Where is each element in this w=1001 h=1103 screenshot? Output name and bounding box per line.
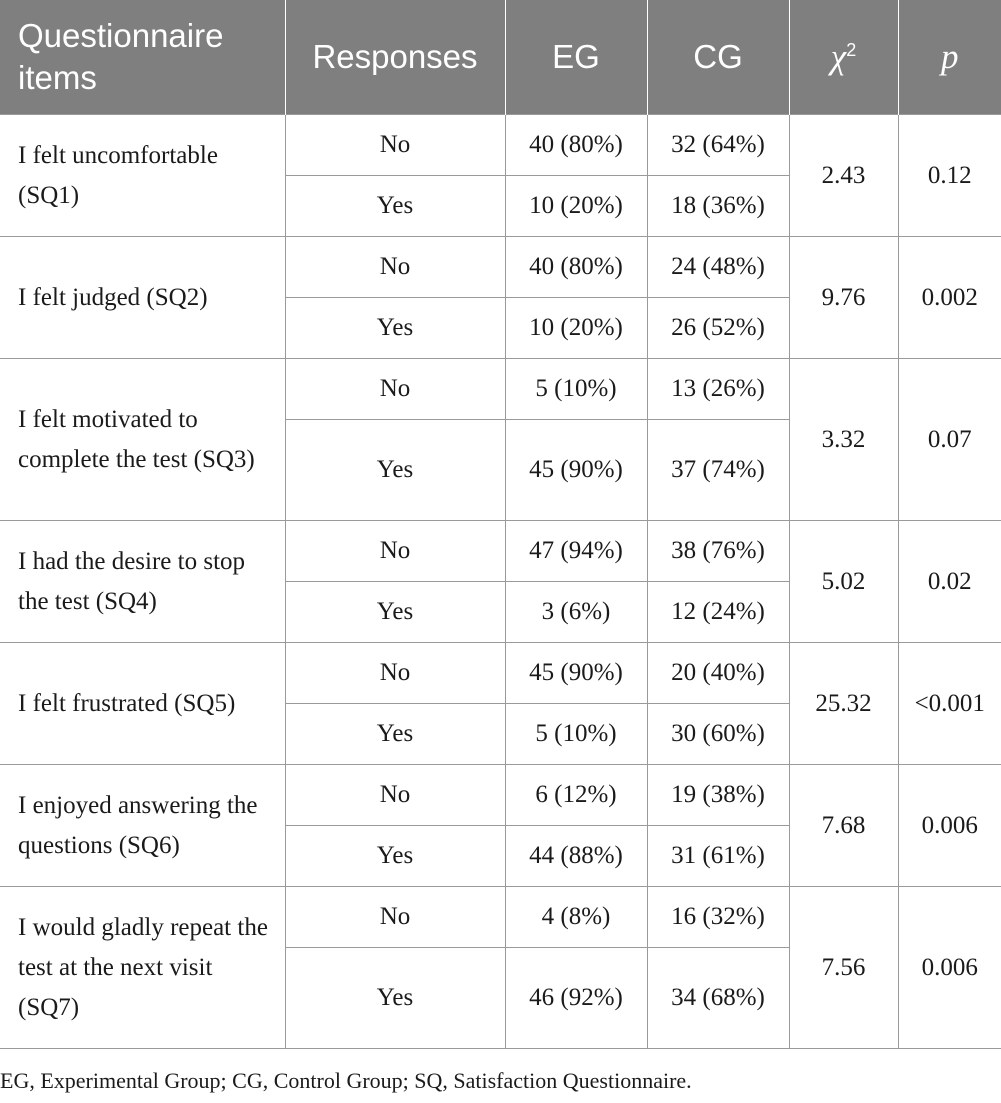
- header-responses: Responses: [285, 0, 505, 115]
- eg-value: 6 (12%): [505, 765, 647, 826]
- table-row-sq1-no: [0, 115, 1001, 176]
- p-value: 0.006: [898, 765, 1001, 887]
- chi-square-value: 25.32: [789, 643, 898, 765]
- table-row-sq2-no: [0, 237, 1001, 298]
- p-value: 0.12: [898, 115, 1001, 237]
- response-label: Yes: [285, 704, 505, 765]
- table-row-sq6-no: [0, 765, 1001, 826]
- cg-value: 38 (76%): [647, 521, 789, 582]
- p-value: <0.001: [898, 643, 1001, 765]
- p-value: 0.002: [898, 237, 1001, 359]
- cg-value: 16 (32%): [647, 887, 789, 948]
- chi-symbol: χ: [830, 37, 847, 76]
- response-label: Yes: [285, 298, 505, 359]
- eg-value: 5 (10%): [505, 359, 647, 420]
- cg-value: 19 (38%): [647, 765, 789, 826]
- cg-value: 12 (24%): [647, 582, 789, 643]
- response-label: Yes: [285, 582, 505, 643]
- response-label: No: [285, 887, 505, 948]
- cg-value: 31 (61%): [647, 826, 789, 887]
- response-label: Yes: [285, 420, 505, 521]
- eg-value: 46 (92%): [505, 948, 647, 1049]
- header-row: [0, 0, 1001, 115]
- header-questionnaire-items: Questionnaire items: [0, 0, 285, 115]
- chi-power: 2: [846, 40, 857, 60]
- cg-value: 37 (74%): [647, 420, 789, 521]
- p-symbol: p: [941, 37, 959, 76]
- item-label: I enjoyed answering the questions (SQ6): [0, 765, 285, 887]
- eg-value: 45 (90%): [505, 420, 647, 521]
- cg-value: 20 (40%): [647, 643, 789, 704]
- chi-square-value: 3.32: [789, 359, 898, 521]
- chi-square-value: 2.43: [789, 115, 898, 237]
- chi-square-value: 7.68: [789, 765, 898, 887]
- header-eg: EG: [505, 0, 647, 115]
- eg-value: 45 (90%): [505, 643, 647, 704]
- item-label: I had the desire to stop the test (SQ4): [0, 521, 285, 643]
- item-label: I felt uncomfortable (SQ1): [0, 115, 285, 237]
- table-row-sq7-no: [0, 887, 1001, 948]
- item-label: I felt motivated to complete the test (SQ3): [0, 359, 285, 521]
- table-row-sq5-no: [0, 643, 1001, 704]
- cg-value: 34 (68%): [647, 948, 789, 1049]
- eg-value: 3 (6%): [505, 582, 647, 643]
- response-label: Yes: [285, 826, 505, 887]
- item-label: I would gladly repeat the test at the next visit (SQ7): [0, 887, 285, 1049]
- eg-value: 10 (20%): [505, 298, 647, 359]
- item-label: I felt judged (SQ2): [0, 237, 285, 359]
- header-chi-square: [789, 0, 898, 115]
- response-label: Yes: [285, 948, 505, 1049]
- response-label: No: [285, 237, 505, 298]
- response-label: No: [285, 359, 505, 420]
- response-label: No: [285, 521, 505, 582]
- p-value: 0.006: [898, 887, 1001, 1049]
- eg-value: 40 (80%): [505, 237, 647, 298]
- table-footnote: EG, Experimental Group; CG, Control Group; SQ, Satisfaction Questionnaire.: [0, 1068, 692, 1093]
- cg-value: 13 (26%): [647, 359, 789, 420]
- item-label: I felt frustrated (SQ5): [0, 643, 285, 765]
- response-label: No: [285, 765, 505, 826]
- eg-value: 10 (20%): [505, 176, 647, 237]
- eg-value: 5 (10%): [505, 704, 647, 765]
- cg-value: 18 (36%): [647, 176, 789, 237]
- cg-value: 30 (60%): [647, 704, 789, 765]
- chi-square-value: 5.02: [789, 521, 898, 643]
- header-cg: CG: [647, 0, 789, 115]
- chi-square-value: 9.76: [789, 237, 898, 359]
- chi-square-value: 7.56: [789, 887, 898, 1049]
- table-row-sq3-no: [0, 359, 1001, 420]
- response-label: No: [285, 643, 505, 704]
- eg-value: 40 (80%): [505, 115, 647, 176]
- response-label: Yes: [285, 176, 505, 237]
- table-row-sq4-no: [0, 521, 1001, 582]
- eg-value: 44 (88%): [505, 826, 647, 887]
- response-label: No: [285, 115, 505, 176]
- header-p-value: [898, 0, 1001, 115]
- eg-value: 47 (94%): [505, 521, 647, 582]
- cg-value: 24 (48%): [647, 237, 789, 298]
- p-value: 0.07: [898, 359, 1001, 521]
- eg-value: 4 (8%): [505, 887, 647, 948]
- cg-value: 26 (52%): [647, 298, 789, 359]
- cg-value: 32 (64%): [647, 115, 789, 176]
- p-value: 0.02: [898, 521, 1001, 643]
